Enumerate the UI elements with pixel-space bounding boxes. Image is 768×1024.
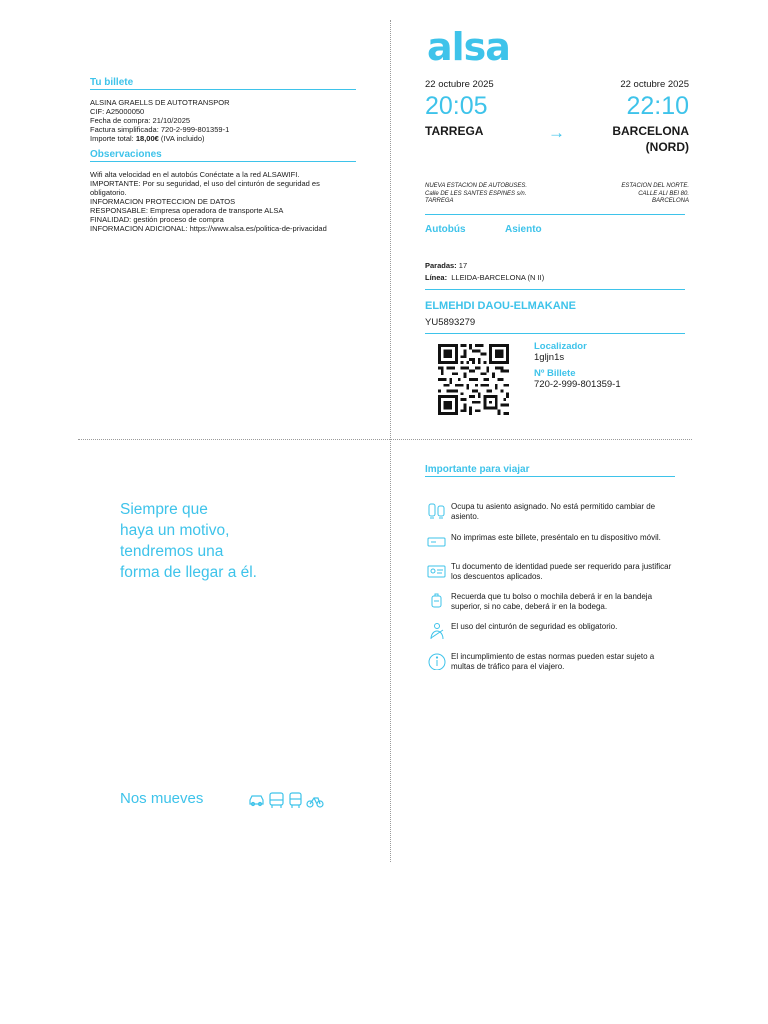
arrival-address [569, 183, 689, 206]
tip-line: multas de tráfico para el viajero. [451, 661, 565, 671]
stops-value: 17 [458, 261, 468, 270]
horizontal-cut-line [78, 439, 692, 440]
tip-line: No imprimas este billete, preséntalo en tu dispositivo móvil. [451, 533, 661, 542]
tip-text [451, 533, 689, 543]
promo-tagline: Nos mueves [120, 790, 204, 807]
id-card-icon [427, 562, 447, 580]
billete-details [90, 98, 356, 143]
divider [425, 289, 685, 290]
tip-text [451, 652, 689, 671]
arrival-city-line: (NORD) [645, 140, 689, 154]
seat-icon [427, 502, 447, 520]
coach-icon [288, 791, 303, 809]
tip-line: Recuerda que tu bolso o mochila deberá ir en la bandeja [451, 592, 653, 601]
billete-title: Tu billete [90, 77, 356, 90]
vertical-cut-line [390, 20, 391, 862]
line-value: LLEIDA-BARCELONA (N II) [451, 273, 545, 282]
importe-suffix: (IVA incluido) [158, 134, 205, 143]
ticket-number-value: 720-2-999-801359-1 [534, 379, 621, 390]
tip-line: Tu documento de identidad puede ser requerido para justificar [451, 562, 672, 571]
obs-line: Wifi alta velocidad en el autobús Conéctate a la red ALSAWIFI. [90, 170, 300, 179]
slogan-line: tendremos una [120, 543, 224, 560]
divider [425, 333, 685, 334]
car-icon [248, 791, 265, 809]
tip-text [451, 502, 689, 521]
obs-line: obligatorio. [90, 188, 127, 197]
obs-line: RESPONSABLE: Empresa operadora de transporte ALSA [90, 206, 284, 215]
info-icon [427, 652, 447, 670]
departure-address-line: TARREGA [425, 198, 454, 204]
tips-title: Importante para viajar [425, 464, 675, 477]
route-line [425, 273, 544, 282]
obs-line: INFORMACION ADICIONAL: https://www.alsa.es/politica-de-privacidad [90, 224, 327, 233]
stops-label: Paradas: [425, 261, 457, 270]
locator-value: 1gljn1s [534, 352, 565, 363]
tip-text [451, 592, 689, 611]
tip-line: los descuentos aplicados. [451, 571, 543, 581]
transport-icons [248, 791, 324, 809]
importe-label: Importe total: [90, 134, 136, 143]
seat-label: Asiento [505, 224, 542, 235]
line-label: Línea: [425, 273, 448, 282]
departure-time: 20:05 [425, 92, 488, 120]
arrival-address-line: CALLE ALI BEI 80. [638, 190, 689, 197]
tip-line: El uso del cinturón de seguridad es obligatorio. [451, 622, 618, 631]
slogan-line: forma de llegar a él. [120, 564, 257, 581]
departure-address-line: NUEVA ESTACION DE AUTOBUSES. [425, 183, 528, 189]
importe-value: 18,00€ [135, 134, 159, 143]
departure-city: TARREGA [425, 124, 484, 138]
departure-date: 22 octubre 2025 [425, 79, 494, 90]
ticket-number-label: Nº Billete [534, 368, 576, 379]
billete-line: ALSINA GRAELLS DE AUTOTRANSPOR [90, 98, 230, 107]
obs-line: IMPORTANTE: Por su seguridad, el uso del cinturón de seguridad es [90, 179, 320, 188]
locator-label: Localizador [534, 341, 587, 352]
obs-line: INFORMACION PROTECCION DE DATOS [90, 197, 236, 206]
tip-line: El incumplimiento de estas normas pueden estar sujeto a [451, 652, 655, 661]
promo-slogan [120, 499, 257, 583]
observaciones-title: Observaciones [90, 149, 356, 162]
arrow-icon: → [548, 123, 565, 142]
billete-section [90, 77, 356, 233]
observaciones-text [90, 170, 356, 233]
booking-info [534, 341, 621, 390]
stops [425, 261, 467, 270]
tip-line: asiento. [451, 511, 480, 521]
tip-text [451, 562, 689, 581]
tip-line: Ocupa tu asiento asignado. No está permitido cambiar de [451, 502, 656, 511]
alsa-logo: alsa [427, 25, 510, 69]
slogan-line: Siempre que [120, 501, 208, 518]
bus-label: Autobús [425, 224, 466, 235]
passenger-id: YU5893279 [425, 317, 476, 328]
arrival-city-line: BARCELONA [612, 124, 689, 138]
importe-line [90, 134, 356, 143]
billete-line: Factura simplificada: 720-2-999-801359-1 [90, 125, 230, 134]
departure-address [425, 183, 527, 206]
departure-address-line: Calle DE LES SANTES ESPINES s/n. [425, 190, 527, 197]
ticket-icon [427, 533, 447, 551]
divider [425, 214, 685, 215]
bus-icon [268, 791, 285, 809]
passenger-name: ELMEHDI DAOU-ELMAKANE [425, 300, 576, 312]
tip-text [451, 622, 689, 632]
arrival-address-line: BARCELONA [651, 198, 689, 204]
luggage-icon [427, 592, 447, 610]
arrival-city [569, 123, 689, 155]
arrival-date: 22 octubre 2025 [620, 79, 689, 90]
slogan-line: haya un motivo, [120, 522, 230, 539]
billete-line: Fecha de compra: 21/10/2025 [90, 116, 191, 125]
billete-line: CIF: A25000050 [90, 107, 145, 116]
tips-section [425, 464, 675, 477]
qr-code [436, 344, 511, 415]
arrival-time: 22:10 [626, 92, 689, 120]
bicycle-icon [306, 793, 324, 809]
obs-line: FINALIDAD: gestión proceso de compra [90, 215, 224, 224]
seatbelt-icon [427, 622, 447, 640]
arrival-address-line: ESTACION DEL NORTE. [621, 183, 689, 189]
tip-line: superior, si no cabe, deberá ir en la bodega. [451, 601, 608, 611]
